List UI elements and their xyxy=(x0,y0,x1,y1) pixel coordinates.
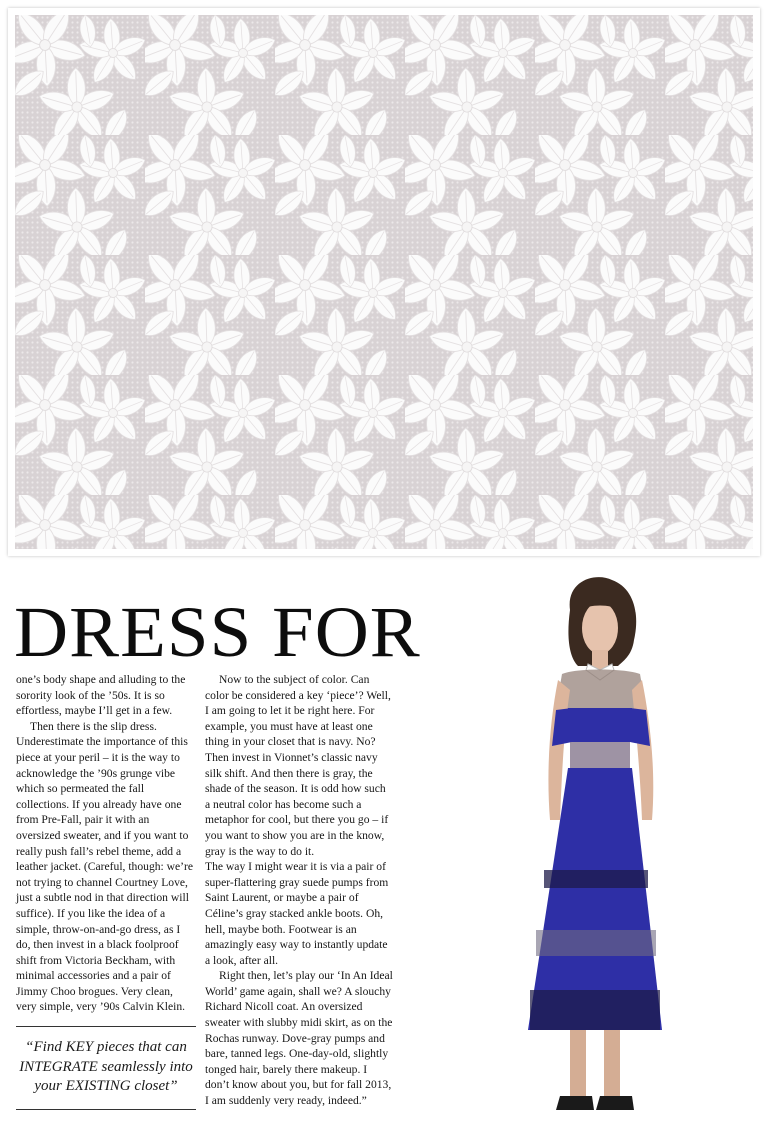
pull-quote: “Find KEY pieces that can INTEGRATE seamlessly into your EXISTING closet” xyxy=(16,1026,196,1110)
article-headline: DRESS FOR xyxy=(14,592,421,672)
lace-texture-image xyxy=(15,15,753,549)
article-column-middle xyxy=(205,672,393,1109)
lace-photo-frame xyxy=(8,8,760,556)
paragraph: Then there is the slip dress. Underestimate the importance of this piece at your peril – it is the way to acknowledge the ’90s grunge vibe which so permeated the fall collections. If you already have one from Pre-Fall, pair it with an oversized sweater, and if you want to really push fall’s rebel theme, add a leather jacket. (Careful, though: we’re not trying to channel Courtney Love, just a subtle nod in that direction will suffice). If you like the idea of a simple, throw-on-and-go dress, as I do, then invest in a black foolproof shift from Victoria Beckham, with minimal accessories and a pair of Jimmy Choo brogues. Very clean, very simple, very ’90s Calvin Klein. xyxy=(16,719,194,1014)
paragraph: Now to the subject of color. Can color be considered a key ‘piece’? Well, I am going to let it be right here. For example, you must have at least one thing in your closet that is navy. No? Then invest in Vionnet’s classic navy silk shift. And then there is gray, the shade of the season. It is odd how such a neutral color has become such a metaphor for cool, but there you go – if you want to show you are in the know, gray is the way to do it. xyxy=(205,673,391,858)
paragraph: The way I might wear it is via a pair of super-flattering gray suede pumps from Saint Laurent, or maybe a pair of Céline’s gray stacked ankle boots. Oh, hell, maybe both. Footwear is an amazingly easy way to instantly update a look, after all. xyxy=(205,860,389,967)
article-column-left xyxy=(16,672,196,1015)
model-dress-image xyxy=(500,570,690,1135)
paragraph: Right then, let’s play our ‘In An Ideal World’ game again, shall we? A slouchy Richard Nicoll coat. An oversized sweater with slubby midi skirt, as on the Rochas runway. Dove-gray pumps and bare, tanned legs. One-day-old, slightly tonged hair, barely there makeup. I don’t know about you, but for fall 2013, I am suddenly very ready, indeed.” xyxy=(205,969,393,1108)
paragraph: one’s body shape and alluding to the sorority look of the ’50s. It is so effortless, maybe I’ll get in a few. xyxy=(16,673,186,718)
